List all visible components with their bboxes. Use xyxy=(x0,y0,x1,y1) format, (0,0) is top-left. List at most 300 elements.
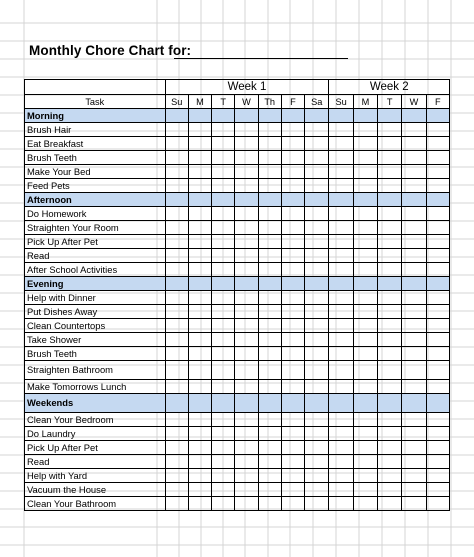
check-cell[interactable] xyxy=(188,333,211,347)
check-cell[interactable] xyxy=(212,305,235,319)
check-cell[interactable] xyxy=(426,455,449,469)
check-cell[interactable] xyxy=(353,305,377,319)
check-cell[interactable] xyxy=(353,151,377,165)
check-cell[interactable] xyxy=(378,263,402,277)
check-cell[interactable] xyxy=(235,380,258,394)
check-cell[interactable] xyxy=(258,441,281,455)
check-cell[interactable] xyxy=(165,151,188,165)
check-cell[interactable] xyxy=(402,179,426,193)
check-cell[interactable] xyxy=(402,333,426,347)
check-cell[interactable] xyxy=(281,413,304,427)
check-cell[interactable] xyxy=(426,291,449,305)
check-cell[interactable] xyxy=(329,361,353,380)
check-cell[interactable] xyxy=(165,319,188,333)
check-cell[interactable] xyxy=(235,179,258,193)
check-cell[interactable] xyxy=(212,427,235,441)
check-cell[interactable] xyxy=(402,109,426,123)
check-cell[interactable] xyxy=(165,277,188,291)
check-cell[interactable] xyxy=(378,235,402,249)
check-cell[interactable] xyxy=(426,235,449,249)
check-cell[interactable] xyxy=(212,483,235,497)
check-cell[interactable] xyxy=(258,394,281,413)
check-cell[interactable] xyxy=(281,305,304,319)
check-cell[interactable] xyxy=(426,109,449,123)
check-cell[interactable] xyxy=(212,361,235,380)
check-cell[interactable] xyxy=(281,361,304,380)
check-cell[interactable] xyxy=(329,427,353,441)
check-cell[interactable] xyxy=(378,483,402,497)
check-cell[interactable] xyxy=(212,207,235,221)
check-cell[interactable] xyxy=(305,347,329,361)
check-cell[interactable] xyxy=(329,137,353,151)
check-cell[interactable] xyxy=(426,469,449,483)
check-cell[interactable] xyxy=(378,165,402,179)
check-cell[interactable] xyxy=(353,441,377,455)
check-cell[interactable] xyxy=(235,347,258,361)
check-cell[interactable] xyxy=(426,427,449,441)
check-cell[interactable] xyxy=(188,179,211,193)
check-cell[interactable] xyxy=(281,193,304,207)
check-cell[interactable] xyxy=(426,413,449,427)
check-cell[interactable] xyxy=(165,394,188,413)
check-cell[interactable] xyxy=(281,249,304,263)
check-cell[interactable] xyxy=(378,109,402,123)
check-cell[interactable] xyxy=(165,483,188,497)
check-cell[interactable] xyxy=(258,221,281,235)
check-cell[interactable] xyxy=(188,263,211,277)
check-cell[interactable] xyxy=(353,497,377,511)
check-cell[interactable] xyxy=(402,319,426,333)
check-cell[interactable] xyxy=(305,151,329,165)
check-cell[interactable] xyxy=(188,455,211,469)
check-cell[interactable] xyxy=(281,151,304,165)
check-cell[interactable] xyxy=(353,361,377,380)
check-cell[interactable] xyxy=(281,319,304,333)
check-cell[interactable] xyxy=(281,179,304,193)
check-cell[interactable] xyxy=(212,291,235,305)
check-cell[interactable] xyxy=(281,221,304,235)
check-cell[interactable] xyxy=(402,347,426,361)
check-cell[interactable] xyxy=(378,497,402,511)
check-cell[interactable] xyxy=(258,277,281,291)
check-cell[interactable] xyxy=(258,291,281,305)
check-cell[interactable] xyxy=(165,333,188,347)
check-cell[interactable] xyxy=(426,483,449,497)
check-cell[interactable] xyxy=(165,263,188,277)
check-cell[interactable] xyxy=(378,394,402,413)
check-cell[interactable] xyxy=(212,333,235,347)
check-cell[interactable] xyxy=(353,221,377,235)
check-cell[interactable] xyxy=(402,455,426,469)
check-cell[interactable] xyxy=(305,291,329,305)
check-cell[interactable] xyxy=(165,413,188,427)
check-cell[interactable] xyxy=(378,291,402,305)
check-cell[interactable] xyxy=(165,455,188,469)
check-cell[interactable] xyxy=(378,277,402,291)
check-cell[interactable] xyxy=(165,249,188,263)
check-cell[interactable] xyxy=(378,137,402,151)
check-cell[interactable] xyxy=(188,394,211,413)
check-cell[interactable] xyxy=(353,109,377,123)
check-cell[interactable] xyxy=(165,207,188,221)
check-cell[interactable] xyxy=(281,469,304,483)
check-cell[interactable] xyxy=(188,427,211,441)
check-cell[interactable] xyxy=(329,413,353,427)
check-cell[interactable] xyxy=(402,441,426,455)
check-cell[interactable] xyxy=(353,207,377,221)
check-cell[interactable] xyxy=(353,277,377,291)
check-cell[interactable] xyxy=(212,249,235,263)
check-cell[interactable] xyxy=(426,207,449,221)
check-cell[interactable] xyxy=(165,291,188,305)
check-cell[interactable] xyxy=(212,380,235,394)
check-cell[interactable] xyxy=(188,380,211,394)
check-cell[interactable] xyxy=(378,123,402,137)
check-cell[interactable] xyxy=(188,221,211,235)
check-cell[interactable] xyxy=(378,151,402,165)
check-cell[interactable] xyxy=(281,441,304,455)
check-cell[interactable] xyxy=(305,333,329,347)
check-cell[interactable] xyxy=(426,441,449,455)
check-cell[interactable] xyxy=(329,291,353,305)
check-cell[interactable] xyxy=(305,319,329,333)
check-cell[interactable] xyxy=(212,221,235,235)
check-cell[interactable] xyxy=(212,165,235,179)
check-cell[interactable] xyxy=(258,483,281,497)
check-cell[interactable] xyxy=(258,263,281,277)
check-cell[interactable] xyxy=(305,249,329,263)
check-cell[interactable] xyxy=(402,469,426,483)
check-cell[interactable] xyxy=(353,319,377,333)
check-cell[interactable] xyxy=(353,333,377,347)
check-cell[interactable] xyxy=(212,123,235,137)
check-cell[interactable] xyxy=(188,441,211,455)
check-cell[interactable] xyxy=(305,179,329,193)
check-cell[interactable] xyxy=(235,455,258,469)
check-cell[interactable] xyxy=(235,291,258,305)
check-cell[interactable] xyxy=(258,193,281,207)
check-cell[interactable] xyxy=(165,109,188,123)
check-cell[interactable] xyxy=(258,427,281,441)
check-cell[interactable] xyxy=(353,179,377,193)
check-cell[interactable] xyxy=(258,235,281,249)
check-cell[interactable] xyxy=(426,361,449,380)
check-cell[interactable] xyxy=(305,235,329,249)
name-blank-line[interactable] xyxy=(174,58,348,59)
check-cell[interactable] xyxy=(188,319,211,333)
check-cell[interactable] xyxy=(305,483,329,497)
check-cell[interactable] xyxy=(378,249,402,263)
check-cell[interactable] xyxy=(426,380,449,394)
check-cell[interactable] xyxy=(188,207,211,221)
check-cell[interactable] xyxy=(212,193,235,207)
check-cell[interactable] xyxy=(188,361,211,380)
check-cell[interactable] xyxy=(258,319,281,333)
check-cell[interactable] xyxy=(305,123,329,137)
check-cell[interactable] xyxy=(212,469,235,483)
check-cell[interactable] xyxy=(188,123,211,137)
check-cell[interactable] xyxy=(329,469,353,483)
check-cell[interactable] xyxy=(426,193,449,207)
check-cell[interactable] xyxy=(235,319,258,333)
check-cell[interactable] xyxy=(235,305,258,319)
check-cell[interactable] xyxy=(188,165,211,179)
check-cell[interactable] xyxy=(212,497,235,511)
check-cell[interactable] xyxy=(188,249,211,263)
check-cell[interactable] xyxy=(235,137,258,151)
check-cell[interactable] xyxy=(378,455,402,469)
check-cell[interactable] xyxy=(212,347,235,361)
check-cell[interactable] xyxy=(281,380,304,394)
check-cell[interactable] xyxy=(402,413,426,427)
check-cell[interactable] xyxy=(378,347,402,361)
check-cell[interactable] xyxy=(378,319,402,333)
check-cell[interactable] xyxy=(212,319,235,333)
check-cell[interactable] xyxy=(426,319,449,333)
check-cell[interactable] xyxy=(188,277,211,291)
check-cell[interactable] xyxy=(212,137,235,151)
check-cell[interactable] xyxy=(329,249,353,263)
check-cell[interactable] xyxy=(402,483,426,497)
check-cell[interactable] xyxy=(165,427,188,441)
check-cell[interactable] xyxy=(165,441,188,455)
check-cell[interactable] xyxy=(426,347,449,361)
check-cell[interactable] xyxy=(235,249,258,263)
check-cell[interactable] xyxy=(426,221,449,235)
check-cell[interactable] xyxy=(402,235,426,249)
check-cell[interactable] xyxy=(165,123,188,137)
check-cell[interactable] xyxy=(281,291,304,305)
check-cell[interactable] xyxy=(402,165,426,179)
check-cell[interactable] xyxy=(165,193,188,207)
check-cell[interactable] xyxy=(235,123,258,137)
check-cell[interactable] xyxy=(329,123,353,137)
check-cell[interactable] xyxy=(188,483,211,497)
check-cell[interactable] xyxy=(353,123,377,137)
check-cell[interactable] xyxy=(426,249,449,263)
check-cell[interactable] xyxy=(329,333,353,347)
check-cell[interactable] xyxy=(258,137,281,151)
check-cell[interactable] xyxy=(305,455,329,469)
check-cell[interactable] xyxy=(165,221,188,235)
check-cell[interactable] xyxy=(212,179,235,193)
check-cell[interactable] xyxy=(188,469,211,483)
check-cell[interactable] xyxy=(305,193,329,207)
check-cell[interactable] xyxy=(188,347,211,361)
check-cell[interactable] xyxy=(378,469,402,483)
check-cell[interactable] xyxy=(426,137,449,151)
check-cell[interactable] xyxy=(258,109,281,123)
check-cell[interactable] xyxy=(165,361,188,380)
check-cell[interactable] xyxy=(235,469,258,483)
check-cell[interactable] xyxy=(258,413,281,427)
check-cell[interactable] xyxy=(212,263,235,277)
check-cell[interactable] xyxy=(281,277,304,291)
check-cell[interactable] xyxy=(402,207,426,221)
check-cell[interactable] xyxy=(281,109,304,123)
check-cell[interactable] xyxy=(235,413,258,427)
check-cell[interactable] xyxy=(402,361,426,380)
check-cell[interactable] xyxy=(281,394,304,413)
check-cell[interactable] xyxy=(165,347,188,361)
check-cell[interactable] xyxy=(235,277,258,291)
check-cell[interactable] xyxy=(188,235,211,249)
check-cell[interactable] xyxy=(305,305,329,319)
check-cell[interactable] xyxy=(258,347,281,361)
check-cell[interactable] xyxy=(212,441,235,455)
check-cell[interactable] xyxy=(426,151,449,165)
check-cell[interactable] xyxy=(281,347,304,361)
check-cell[interactable] xyxy=(378,441,402,455)
check-cell[interactable] xyxy=(329,380,353,394)
check-cell[interactable] xyxy=(402,263,426,277)
check-cell[interactable] xyxy=(258,165,281,179)
check-cell[interactable] xyxy=(305,361,329,380)
check-cell[interactable] xyxy=(235,263,258,277)
check-cell[interactable] xyxy=(281,483,304,497)
check-cell[interactable] xyxy=(165,165,188,179)
check-cell[interactable] xyxy=(305,469,329,483)
check-cell[interactable] xyxy=(165,305,188,319)
check-cell[interactable] xyxy=(378,179,402,193)
check-cell[interactable] xyxy=(235,497,258,511)
check-cell[interactable] xyxy=(329,441,353,455)
check-cell[interactable] xyxy=(329,347,353,361)
check-cell[interactable] xyxy=(188,109,211,123)
check-cell[interactable] xyxy=(353,263,377,277)
check-cell[interactable] xyxy=(281,165,304,179)
check-cell[interactable] xyxy=(235,394,258,413)
check-cell[interactable] xyxy=(305,165,329,179)
check-cell[interactable] xyxy=(188,137,211,151)
check-cell[interactable] xyxy=(212,109,235,123)
check-cell[interactable] xyxy=(188,497,211,511)
check-cell[interactable] xyxy=(329,151,353,165)
check-cell[interactable] xyxy=(426,277,449,291)
check-cell[interactable] xyxy=(212,277,235,291)
check-cell[interactable] xyxy=(258,380,281,394)
check-cell[interactable] xyxy=(402,221,426,235)
check-cell[interactable] xyxy=(402,497,426,511)
check-cell[interactable] xyxy=(426,263,449,277)
check-cell[interactable] xyxy=(235,333,258,347)
check-cell[interactable] xyxy=(378,413,402,427)
check-cell[interactable] xyxy=(426,179,449,193)
check-cell[interactable] xyxy=(258,179,281,193)
check-cell[interactable] xyxy=(188,413,211,427)
check-cell[interactable] xyxy=(353,235,377,249)
check-cell[interactable] xyxy=(305,277,329,291)
check-cell[interactable] xyxy=(402,305,426,319)
check-cell[interactable] xyxy=(305,427,329,441)
check-cell[interactable] xyxy=(353,483,377,497)
check-cell[interactable] xyxy=(258,361,281,380)
check-cell[interactable] xyxy=(281,235,304,249)
check-cell[interactable] xyxy=(378,333,402,347)
check-cell[interactable] xyxy=(305,497,329,511)
check-cell[interactable] xyxy=(329,193,353,207)
check-cell[interactable] xyxy=(258,123,281,137)
check-cell[interactable] xyxy=(329,221,353,235)
check-cell[interactable] xyxy=(281,263,304,277)
check-cell[interactable] xyxy=(188,151,211,165)
check-cell[interactable] xyxy=(426,497,449,511)
check-cell[interactable] xyxy=(281,497,304,511)
check-cell[interactable] xyxy=(402,277,426,291)
check-cell[interactable] xyxy=(353,413,377,427)
check-cell[interactable] xyxy=(212,394,235,413)
check-cell[interactable] xyxy=(258,207,281,221)
check-cell[interactable] xyxy=(353,394,377,413)
check-cell[interactable] xyxy=(235,165,258,179)
check-cell[interactable] xyxy=(188,291,211,305)
check-cell[interactable] xyxy=(353,455,377,469)
check-cell[interactable] xyxy=(353,193,377,207)
check-cell[interactable] xyxy=(281,333,304,347)
check-cell[interactable] xyxy=(402,151,426,165)
check-cell[interactable] xyxy=(235,207,258,221)
check-cell[interactable] xyxy=(305,137,329,151)
check-cell[interactable] xyxy=(235,109,258,123)
check-cell[interactable] xyxy=(402,291,426,305)
check-cell[interactable] xyxy=(329,483,353,497)
check-cell[interactable] xyxy=(165,235,188,249)
check-cell[interactable] xyxy=(258,305,281,319)
check-cell[interactable] xyxy=(235,483,258,497)
check-cell[interactable] xyxy=(329,394,353,413)
check-cell[interactable] xyxy=(258,469,281,483)
check-cell[interactable] xyxy=(165,137,188,151)
check-cell[interactable] xyxy=(402,137,426,151)
check-cell[interactable] xyxy=(305,207,329,221)
check-cell[interactable] xyxy=(165,469,188,483)
check-cell[interactable] xyxy=(281,123,304,137)
check-cell[interactable] xyxy=(378,221,402,235)
check-cell[interactable] xyxy=(258,333,281,347)
check-cell[interactable] xyxy=(165,380,188,394)
check-cell[interactable] xyxy=(235,427,258,441)
check-cell[interactable] xyxy=(329,277,353,291)
check-cell[interactable] xyxy=(378,207,402,221)
check-cell[interactable] xyxy=(305,109,329,123)
check-cell[interactable] xyxy=(165,179,188,193)
check-cell[interactable] xyxy=(329,207,353,221)
check-cell[interactable] xyxy=(329,319,353,333)
check-cell[interactable] xyxy=(378,380,402,394)
check-cell[interactable] xyxy=(402,193,426,207)
check-cell[interactable] xyxy=(212,235,235,249)
check-cell[interactable] xyxy=(402,427,426,441)
check-cell[interactable] xyxy=(353,137,377,151)
check-cell[interactable] xyxy=(353,427,377,441)
check-cell[interactable] xyxy=(305,263,329,277)
check-cell[interactable] xyxy=(258,455,281,469)
check-cell[interactable] xyxy=(329,263,353,277)
check-cell[interactable] xyxy=(329,497,353,511)
check-cell[interactable] xyxy=(165,497,188,511)
check-cell[interactable] xyxy=(426,333,449,347)
check-cell[interactable] xyxy=(402,394,426,413)
check-cell[interactable] xyxy=(378,193,402,207)
check-cell[interactable] xyxy=(305,394,329,413)
check-cell[interactable] xyxy=(305,221,329,235)
check-cell[interactable] xyxy=(235,151,258,165)
check-cell[interactable] xyxy=(235,441,258,455)
check-cell[interactable] xyxy=(188,193,211,207)
check-cell[interactable] xyxy=(235,361,258,380)
check-cell[interactable] xyxy=(353,347,377,361)
check-cell[interactable] xyxy=(353,249,377,263)
